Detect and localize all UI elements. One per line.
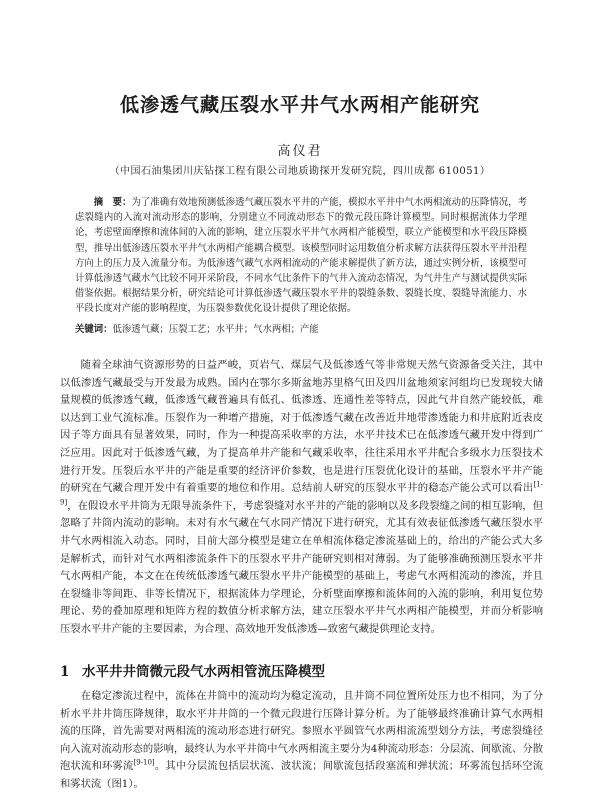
section-title: 水平井井筒微元段气水两相管流压降模型 <box>82 664 325 680</box>
section-paragraph <box>60 688 543 794</box>
citation: [9-10] <box>133 758 155 767</box>
section-text-b: 。其中分层流包括层状流、波状流；间歇流包括段塞流和弹状流；环雾流包括环空流和雾状流（图1）。 <box>60 760 543 790</box>
keywords-label: 关键词： <box>75 324 113 335</box>
abstract-text: 为了准确有效地预测低渗透气藏压裂水平井的产能，模拟水平井中气水两相流动的压降情况，考虑裂缝内的入流对流动形态的影响，分别建立不同流动形态下的微元段压降计算模型。同时根据流体力学理论，考虑壁面摩擦和流体间的入流的影响，建立压裂水平井气水两相产能模型，联立产能模型和水平段压降模型，推导出低渗透压裂水平井气水两相产能耦合模型。该模型同时运用数值分析求解方法获得压裂水平井沿程方向上的压力及入流量分布。为低渗透气藏气水两相流动的产能求解提供了新方法，通过实例分析，该模型可计算低渗透气藏水气比较不同开采阶段，不同水气比条件下的气井入流动态情况，为气井生产与测试提供实际借鉴依据。根据结果分析，研究结论可计算低渗透气藏压裂水平井的裂缝条数、裂缝长度、裂缝导流能力、水平段长度对产能的影响程度，为压裂参数优化设计提供了理论依据。 <box>75 197 527 315</box>
keywords-text: 低渗透气藏；压裂工艺；水平井；气水两相；产能 <box>112 324 319 335</box>
author-name: 高仪君 <box>277 144 323 159</box>
author-affiliation: （中国石油集团川庆钻探工程有限公司地质勘探开发研究院，四川成都 610051） <box>109 166 491 177</box>
section-heading <box>60 660 543 680</box>
keywords <box>75 322 527 337</box>
abstract-label: 摘 要： <box>93 197 132 208</box>
section-text-a: 在稳定渗流过程中，流体在井筒中的流动均为稳定流动，且井筒不同位置所处压力也不相同，为了分析水平井井筒压降规律，取水平井井筒的一个微元段进行压降计算分析。为了能够最终准确计算气水两相流的压降，首先需要对两相流的流动形态进行研究。参照水平圆管气水两相流流型划分方法，考虑裂缝径向入流对流动形态的影响，最终认为水平井筒中气水两相流主要分为4种流动形态：分层流、间歇流、分散泡状流和环雾流 <box>60 690 543 773</box>
paper-title: 低渗透气藏压裂水平井气水两相产能研究 <box>119 94 480 116</box>
intro-paragraph <box>60 357 543 639</box>
intro-text-a: 随着全球油气资源形势的日益严峻，页岩气、煤层气及低渗透气等非常规天然气资源备受关注，其中以低渗透气藏最受与开发最为成熟。国内在鄂尔多斯盆地苏里格气田及四川盆地须家河组均已发现较大储量规模的低渗透气藏，低渗透气藏普遍具有低孔、低渗透、连通性差等特点，因此气井自然产能较低，难以达到工业气流标准。压裂作为一种增产措施，对于低渗透气藏在改善近井地带渗透能力和井底附近表皮因子等方面具有显著效果，同时，作为一种提高采收率的方法，水平井技术已在低渗透气藏开发中得到广泛应用。因此对于低渗透气藏，为了提高单井产能和气藏采收率，往往采用水平井配合多级水力压裂技术进行开发。压裂后水平井的产能是重要的经济评价参数，也是进行压裂优化设计的基础，压裂水平井产能的研究在气藏合理开发中有着重要的地位和作用。总结前人研究的压裂水平井的稳态产能公式可以看出 <box>60 359 543 495</box>
citation: [1-9] <box>60 480 543 507</box>
abstract <box>75 195 527 317</box>
section-number: 1 <box>60 664 70 680</box>
intro-text-b: ，在假设水平井筒为无限导流条件下，考虑裂缝对水平井的产能的影响以及多段裂缝之间的相互影响，但忽略了井筒内流动的影响。未对有水气藏在气水同产情况下进行研究，尤其有效表征低渗透气藏压裂水平井气水两相流入动态。同时，目前大部分模型是建立在单相流体稳定渗流基础上的，给出的产能公式大多是解析式，而针对气水两相渗流条件下的压裂水平井产能研究则相对薄弱。为了能够准确预测压裂水平井气水两相产能，本文在在传统低渗透气藏压裂水平井产能模型的基础上，考虑气水两相流动的渗流，并且在裂缝非等间距、非等长情况下，根据流体力学理论，分析壁面摩擦和流体间的入流的影响，利用复位势理论、势的叠加原理和矩阵方程的数值分析求解方法，建立压裂水平井气水两相产能模型，并而分析影响压裂水平井产能的主要因素，为合理、高效地开发低渗透—致密气藏提供理论支持。 <box>60 499 543 635</box>
